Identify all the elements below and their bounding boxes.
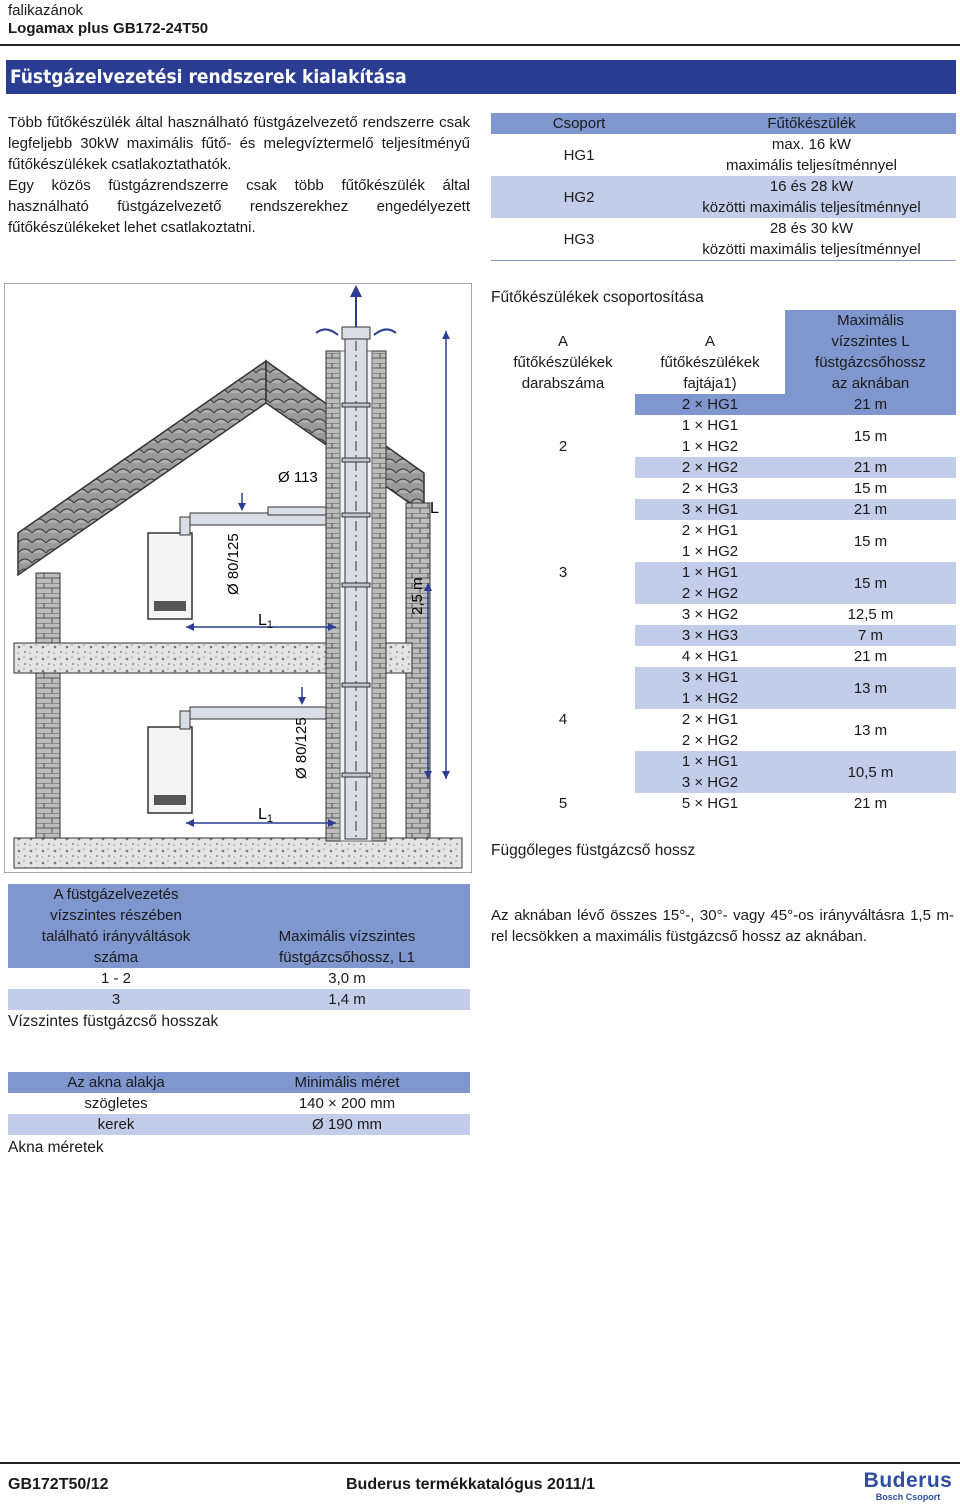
class-type: 1 × HG1 xyxy=(681,753,739,770)
class-header-count: A fűtőkészülékek darabszáma xyxy=(513,333,613,392)
class-type: 2 × HG1 xyxy=(681,711,739,728)
class-length: 21 m xyxy=(853,795,888,812)
groups-row-hg1 xyxy=(491,134,956,155)
class-header-length: Maximális vízszintes L füstgázcsőhossz az aknában xyxy=(785,310,956,394)
footer-catalog: Buderus termékkatalógus 2011/1 xyxy=(346,1476,596,1493)
class-length: 21 m xyxy=(785,394,956,415)
shaft-header-row xyxy=(8,1072,470,1093)
class-type: 3 × HG1 xyxy=(681,501,739,518)
groups-cell-line2: maximális teljesítménnyel xyxy=(726,157,897,174)
intro-text xyxy=(8,112,470,238)
header-product: Logamax plus GB172-24T50 xyxy=(8,20,209,37)
horiz-header-row xyxy=(8,884,470,968)
diameter-80-125-lower-label: Ø 80/125 xyxy=(293,717,310,779)
diameter-113-label: Ø 113 xyxy=(278,469,318,486)
flue-system-diagram xyxy=(4,283,472,873)
groups-cell-line2: közötti maximális teljesítménnyel xyxy=(702,241,921,258)
footer-rule xyxy=(0,1462,960,1464)
intro-paragraph-2: Egy közös füstgázrendszerre csak több fűtőkészülék által használható füstgázelvezető rendszerekhez engedélyezett fűtőkészülékeket lehet csatlakoztatni. xyxy=(8,177,470,236)
horiz-header-changes: A füstgázelvezetés vízszintes részében található irányváltások száma xyxy=(41,886,191,966)
groups-header-group: Csoport xyxy=(552,115,606,132)
class-type: 2 × HG3 xyxy=(681,480,739,497)
lower-horizontal-pipe xyxy=(190,707,326,719)
class-type: 3 × HG1 xyxy=(681,669,739,686)
shaft-row: kerek Ø 190 mm xyxy=(8,1114,470,1135)
class-length: 21 m xyxy=(853,501,888,518)
class-length: 10,5 m xyxy=(847,763,894,781)
class-type: 2 × HG2 xyxy=(681,585,739,602)
footer-code: GB172T50/12 xyxy=(8,1476,109,1493)
groups-header-row xyxy=(491,113,956,134)
class-count-5: 5 xyxy=(558,795,568,812)
ground-slab xyxy=(14,838,462,868)
header-category: falikazánok xyxy=(8,2,84,19)
section-banner: Füstgázelvezetési rendszerek kialakítása xyxy=(6,60,956,94)
shaft-header-shape: Az akna alakja xyxy=(67,1074,165,1091)
class-length: 21 m xyxy=(853,648,888,665)
groups-cell-group: HG2 xyxy=(563,188,595,206)
class-header-row xyxy=(491,310,956,394)
class-length: 13 m xyxy=(853,721,888,739)
diameter-80-125-upper-label: Ø 80/125 xyxy=(225,533,242,595)
l1-upper-label: L1 xyxy=(258,612,274,631)
class-table-title: Fűtőkészülékek csoportosítása xyxy=(491,289,704,306)
class-table-caption: Függőleges füstgázcső hossz xyxy=(491,842,696,859)
l1-lower-label: L1 xyxy=(258,806,274,825)
shaft-table-caption: Akna méretek xyxy=(8,1139,104,1156)
class-type: 3 × HG2 xyxy=(681,606,739,623)
class-type: 5 × HG1 xyxy=(681,795,739,812)
class-type: 2 × HG2 xyxy=(681,732,739,749)
class-count-3: 3 xyxy=(491,499,635,646)
class-count-2: 2 xyxy=(558,438,568,455)
chimney-wall-right xyxy=(372,351,386,841)
class-length: 21 m xyxy=(853,459,888,476)
class-header-type: A fűtőkészülékek fajtája1) xyxy=(660,333,760,392)
horiz-row: 1 - 2 3,0 m xyxy=(100,970,366,987)
class-length: 15 m xyxy=(853,480,888,497)
groups-table xyxy=(491,113,956,261)
shaft-header-size: Minimális méret xyxy=(294,1074,400,1091)
intro-paragraph-1: Több fűtőkészülék által használható füstgázelvezető rendszerre csak legfeljebb 30kW maximális fűtő- és melegvíztermelő teljesítményű fűtőkészülékek csatlakoztathatók. xyxy=(8,114,470,173)
buderus-logo xyxy=(860,1470,956,1503)
horiz-header-length: Maximális vízszintes füstgázcsőhossz, L1 xyxy=(278,928,416,966)
horiz-table-caption: Vízszintes füstgázcső hosszak xyxy=(8,1013,219,1030)
groups-cell-group: HG1 xyxy=(563,146,595,164)
class-type: 1 × HG1 xyxy=(681,564,739,581)
class-length: 12,5 m xyxy=(847,606,894,623)
groups-row-hg3 xyxy=(491,218,956,239)
groups-cell-line1: 16 és 28 kW xyxy=(769,178,854,195)
length-l-label: L xyxy=(430,500,439,517)
class-type: 4 × HG1 xyxy=(681,648,739,665)
groups-cell-line1: max. 16 kW xyxy=(771,136,852,153)
groups-cell-group: HG3 xyxy=(563,230,595,248)
header-rule xyxy=(0,44,960,46)
horizontal-length-table xyxy=(8,884,470,1010)
class-length: 15 m xyxy=(853,427,888,445)
groups-cell-line1: 28 és 30 kW xyxy=(769,220,854,237)
class-length: 15 m xyxy=(853,574,888,592)
left-wall xyxy=(36,573,60,841)
class-type: 1 × HG2 xyxy=(681,543,739,560)
shaft-size-table xyxy=(8,1072,470,1135)
class-type: 3 × HG3 xyxy=(681,627,739,644)
groups-row-hg2 xyxy=(491,176,956,197)
shaft-row: szögletes 140 × 200 mm xyxy=(84,1095,396,1112)
height-2-5m-label: 2,5 m xyxy=(409,577,426,615)
horiz-row: 3 1,4 m xyxy=(8,989,470,1010)
class-type: 2 × HG2 xyxy=(681,459,739,476)
class-count-4: 4 xyxy=(558,711,568,728)
groups-header-device: Fűtőkészülék xyxy=(767,115,856,132)
class-length: 7 m xyxy=(857,627,883,644)
logo-name: Buderus xyxy=(863,1469,953,1492)
class-type: 1 × HG1 xyxy=(681,417,739,434)
chimney-wall-left xyxy=(326,351,340,841)
logo-subtitle: Bosch Csoport xyxy=(875,1492,941,1502)
groups-cell-line2: közötti maximális teljesítménnyel xyxy=(702,199,921,216)
flue-cap xyxy=(342,327,370,339)
class-type: 2 × HG1 xyxy=(635,394,785,415)
classification-table xyxy=(491,310,956,814)
class-length: 15 m xyxy=(853,532,888,550)
class-length: 13 m xyxy=(853,679,888,697)
class-type: 1 × HG2 xyxy=(681,438,739,455)
direction-change-note: Az aknában lévő összes 15°-, 30°- vagy 45°-os irányváltásra 1,5 m-rel lecsökken a maximális füstgázcső hossz az aknában. xyxy=(491,907,954,945)
class-type: 2 × HG1 xyxy=(681,522,739,539)
class-type: 1 × HG2 xyxy=(681,690,739,707)
class-type: 3 × HG2 xyxy=(681,774,739,791)
